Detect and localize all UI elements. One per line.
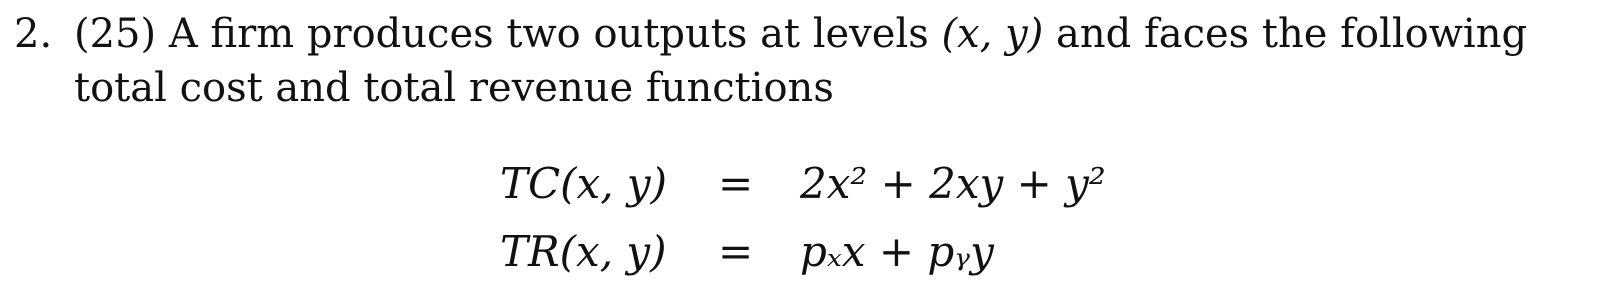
problem-line-2: total cost and total revenue functions xyxy=(74,65,834,111)
problem-number: 2. xyxy=(14,11,53,57)
equation-rhs: 2x² + 2xy + y² xyxy=(800,159,1106,208)
problem-points: (25) xyxy=(74,11,157,57)
equation-rhs: pₓx + pᵧy xyxy=(800,227,994,276)
problem-text-before: A firm produces two outputs at levels xyxy=(168,11,929,57)
problem-text-after: and faces the following xyxy=(1056,11,1528,57)
equation-lhs: TR(x, y) xyxy=(500,227,667,276)
equation-lhs: TC(x, y) xyxy=(500,159,668,208)
equation-array xyxy=(500,156,1200,296)
problem-levels: (x, y) xyxy=(941,11,1044,57)
equals-sign: = xyxy=(718,159,754,208)
problem-line-1 xyxy=(14,8,1527,60)
equals-sign: = xyxy=(718,227,754,276)
